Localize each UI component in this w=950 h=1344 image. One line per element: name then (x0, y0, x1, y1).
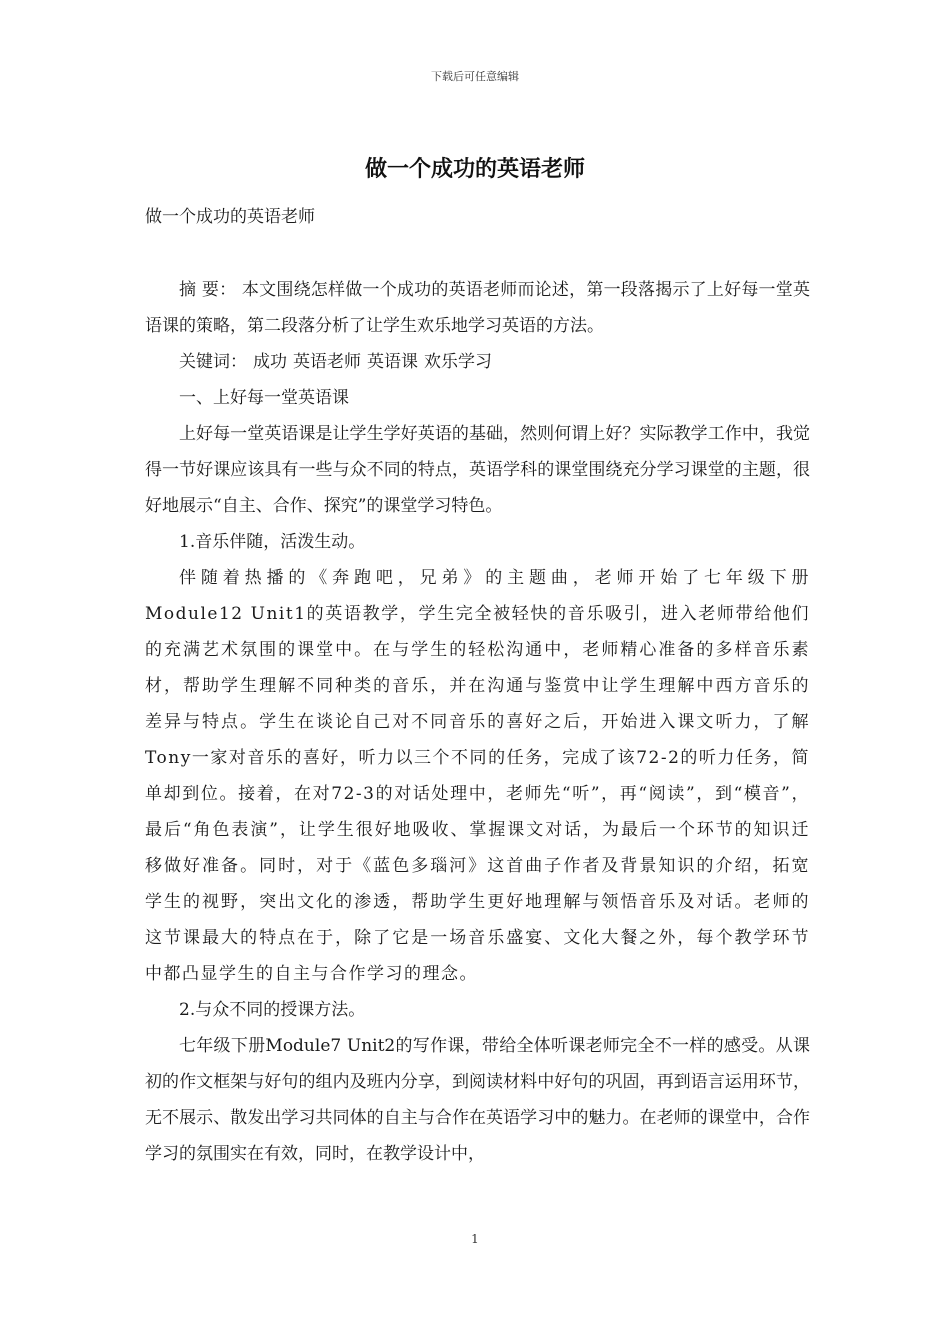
keywords-label: 关键词： (179, 352, 247, 372)
page-number: 1 (471, 1232, 479, 1246)
document-body (145, 272, 810, 1172)
point-2-text: 七年级下册Module7 Unit2的写作课，带给全体听课老师完全不一样的感受。从课初的作文框架与好句的组内及班内分享，到阅读材料中好句的巩固，再到语言运用环节，无不展示、散发出学习共同体的自主与合作在英语学习中的魅力。在老师的课堂中，合作学习的氛围实在有效，同时，在教学设计中， (145, 1036, 810, 1164)
abstract-label: 摘 要： (179, 280, 237, 300)
point-2-heading: 2.与众不同的授课方法。 (179, 1000, 366, 1020)
keywords-paragraph (145, 344, 810, 380)
section-1-intro: 上好每一堂英语课是让学生学好英语的基础，然则何谓上好？实际教学工作中，我觉得一节好课应该具有一些与众不同的特点，英语学科的课堂围绕充分学习课堂的主题，很好地展示“自主、合作、探究”的课堂学习特色。 (145, 424, 810, 516)
header-note: 下载后可任意编辑 (431, 70, 519, 83)
point-1-heading: 1.音乐伴随，活泼生动。 (179, 532, 366, 552)
keyword-item: 英语课 (367, 352, 418, 372)
document-title: 做一个成功的英语老师 (364, 156, 585, 182)
point-1-text: 伴随着热播的《奔跑吧，兄弟》的主题曲，老师开始了七年级下册Module12 Unit1的英语教学，学生完全被轻快的音乐吸引，进入老师带给他们的充满艺术氛围的课堂中。在与学生的轻松沟通中，老师精心准备的多样音乐素材，帮助学生理解不同种类的音乐，并在沟通与鉴赏中让学生理解中西方音乐的差异与特点。学生在谈论自己对不同音乐的喜好之后，开始进入课文听力，了解Tony一家对音乐的喜好，听力以三个不同的任务，完成了该72-2的听力任务，简单却到位。接着，在对72-3的对话处理中，老师先“听”，再“阅读”，到“模音”，最后“角色表演”，让学生很好地吸收、掌握课文对话，为最后一个环节的知识迁移做好准备。同时，对于《蓝色多瑙河》这首曲子作者及背景知识的介绍，拓宽学生的视野，突出文化的渗透，帮助学生更好地理解与领悟音乐及对话。老师的这节课最大的特点在于，除了它是一场音乐盛宴、文化大餐之外，每个教学环节中都凸显学生的自主与合作学习的理念。 (145, 568, 810, 984)
keyword-item: 英语老师 (293, 352, 361, 372)
abstract-paragraph (145, 272, 810, 344)
keyword-item: 欢乐学习 (424, 352, 492, 372)
document-subtitle: 做一个成功的英语老师 (145, 207, 315, 227)
abstract-text: 本文围绕怎样做一个成功的英语老师而论述，第一段落揭示了上好每一堂英语课的策略，第二段落分析了让学生欢乐地学习英语的方法。 (145, 280, 811, 336)
section-1-heading: 一、上好每一堂英语课 (179, 388, 349, 408)
keyword-item: 成功 (253, 352, 287, 372)
